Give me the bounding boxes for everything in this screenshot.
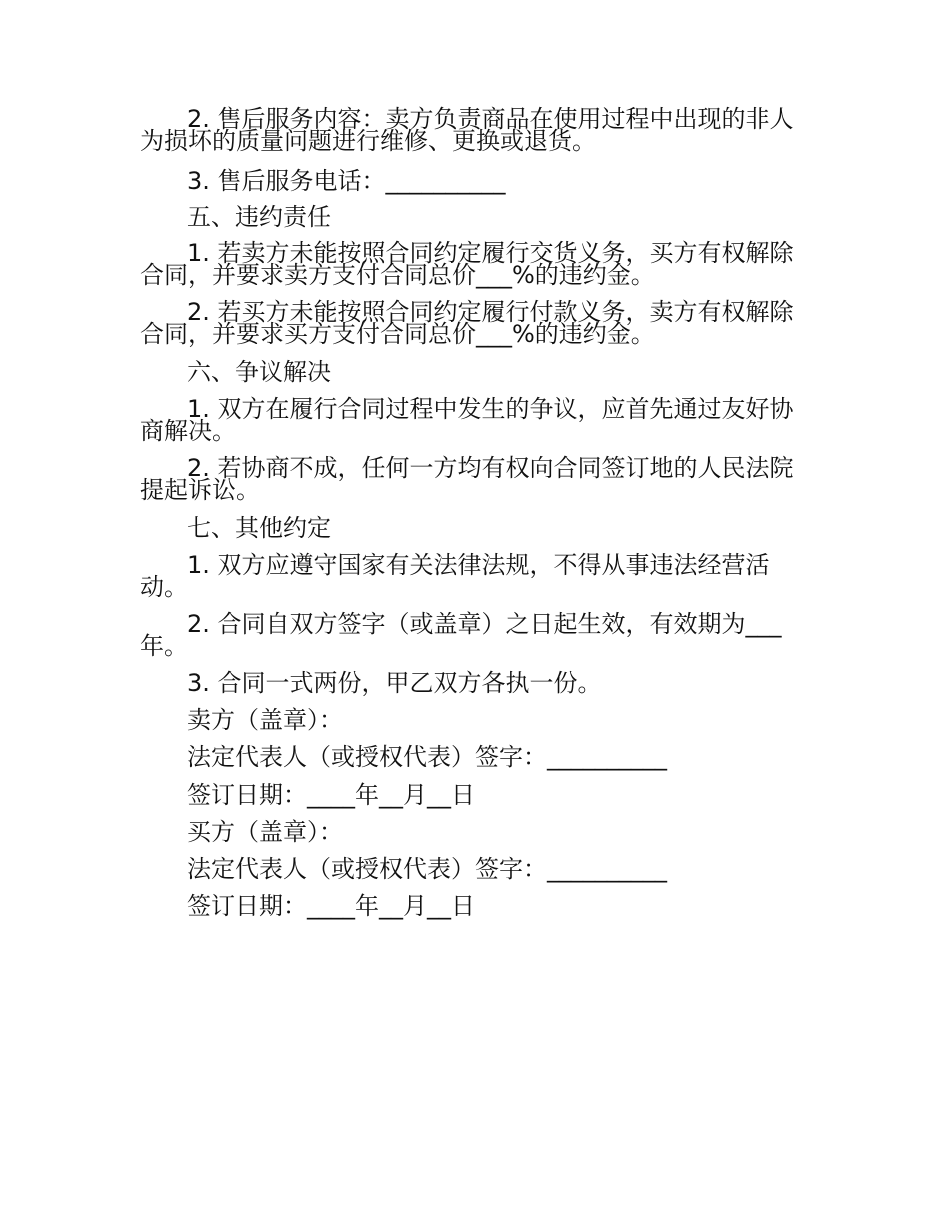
seller-seal-label: 卖方（盖章）： [187,706,343,734]
breach-buyer-clause: 2. 若买方未能按照合同约定履行付款义务，卖方有权解除合同，并要求买方支付合同总价___%的违约金。 [140,298,794,348]
seller-date-line: 签订日期：____年__月__日 [187,781,475,809]
dispute-negotiation-clause: 1. 双方在履行合同过程中发生的争议，应首先通过友好协商解决。 [140,395,794,445]
after-sales-content-clause: 2. 售后服务内容：卖方负责商品在使用过程中出现的非人为损坏的质量问题进行维修、更换或退货。 [140,105,794,155]
section-heading-breach: 五、违约责任 [187,203,331,231]
after-sales-phone-clause: 3. 售后服务电话：__________ [187,167,506,195]
seller-signature-line: 法定代表人（或授权代表）签字：__________ [187,743,667,771]
section-heading-dispute: 六、争议解决 [187,358,331,386]
other-copies-clause: 3. 合同一式两份，甲乙双方各执一份。 [187,669,602,697]
buyer-date-line: 签订日期：____年__月__日 [187,892,475,920]
buyer-signature-line: 法定代表人（或授权代表）签字：__________ [187,855,667,883]
other-validity-clause: 2. 合同自双方签字（或盖章）之日起生效，有效期为___年。 [140,610,782,660]
breach-seller-clause: 1. 若卖方未能按照合同约定履行交货义务，买方有权解除合同，并要求卖方支付合同总价___%的违约金。 [140,239,794,289]
section-heading-other: 七、其他约定 [187,514,331,542]
dispute-litigation-clause: 2. 若协商不成，任何一方均有权向合同签订地的人民法院提起诉讼。 [140,454,794,504]
other-compliance-clause: 1. 双方应遵守国家有关法律法规，不得从事违法经营活动。 [140,551,770,601]
buyer-seal-label: 买方（盖章）： [187,818,343,846]
